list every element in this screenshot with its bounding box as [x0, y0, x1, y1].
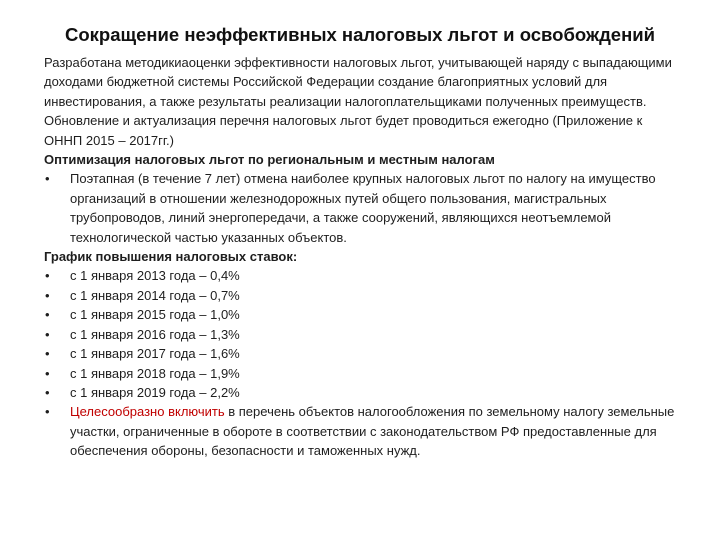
rate-text: с 1 января 2015 года – 1,0% — [70, 307, 240, 323]
land-tax-text: в перечень объектов налогообложения по земельному налогу земельные участки, ограниченные в обороте в соответствии с законодательством РФ предоставленные для обеспечения обороны, безопасности и таможенных нужд. — [70, 404, 675, 459]
rate-text: с 1 января 2016 года – 1,3% — [70, 326, 240, 342]
bullet-icon: • — [45, 171, 50, 187]
rate-item — [44, 266, 680, 285]
list-item-text: Поэтапная (в течение 7 лет) отмена наиболее крупных налоговых льгот по налогу на имущество организаций в отношении железнодорожных путей общего пользования, магистральных трубопроводов, линий энергопередачи, а также сооружений, являющихся неотъемлемой технологической частью указанных объектов. — [70, 171, 656, 245]
section-heading-rate-schedule: График повышения налоговых ставок: — [44, 249, 298, 265]
rate-text: с 1 января 2014 года – 0,7% — [70, 287, 240, 303]
slide-body — [44, 53, 680, 461]
slide-title: Сокращение неэффективных налоговых льгот и освобождений — [64, 24, 656, 45]
rate-item — [44, 325, 680, 344]
rate-item — [44, 383, 680, 402]
rate-text: с 1 января 2019 года – 2,2% — [70, 384, 240, 400]
rate-text: с 1 января 2017 года – 1,6% — [70, 346, 240, 362]
bullet-icon: • — [45, 268, 50, 284]
rate-item — [44, 364, 680, 383]
rate-text: с 1 января 2018 года – 1,9% — [70, 365, 240, 381]
bullet-icon: • — [45, 287, 50, 303]
bullet-icon: • — [45, 365, 50, 381]
rate-item — [44, 286, 680, 305]
list-item — [44, 169, 680, 247]
bullet-icon: • — [45, 384, 50, 400]
bullet-icon: • — [45, 346, 50, 362]
bullet-icon: • — [45, 404, 50, 420]
highlight-text: Целесообразно включить — [70, 404, 225, 420]
rate-text: с 1 января 2013 года – 0,4% — [70, 268, 240, 284]
section-heading-regional-taxes: Оптимизация налоговых льгот по региональным и местным налогам — [44, 152, 495, 168]
land-tax-item — [44, 402, 680, 460]
rate-item — [44, 305, 680, 324]
rate-item — [44, 344, 680, 363]
bullet-icon: • — [45, 307, 50, 323]
bullet-icon: • — [45, 326, 50, 342]
intro-paragraph: Разработана методикиаоценки эффективности налоговых льгот, учитывающей наряду с выпадающими доходами бюджетной системы Российской Федерации создание благоприятных условий для инвестирования, а также результаты реализации налогоплательщиками полученных преимуществ. Обновление и актуализация перечня налоговых льгот будет проводиться ежегодно (Приложение к ОННП 2015 – 2017гг.) — [44, 55, 672, 148]
